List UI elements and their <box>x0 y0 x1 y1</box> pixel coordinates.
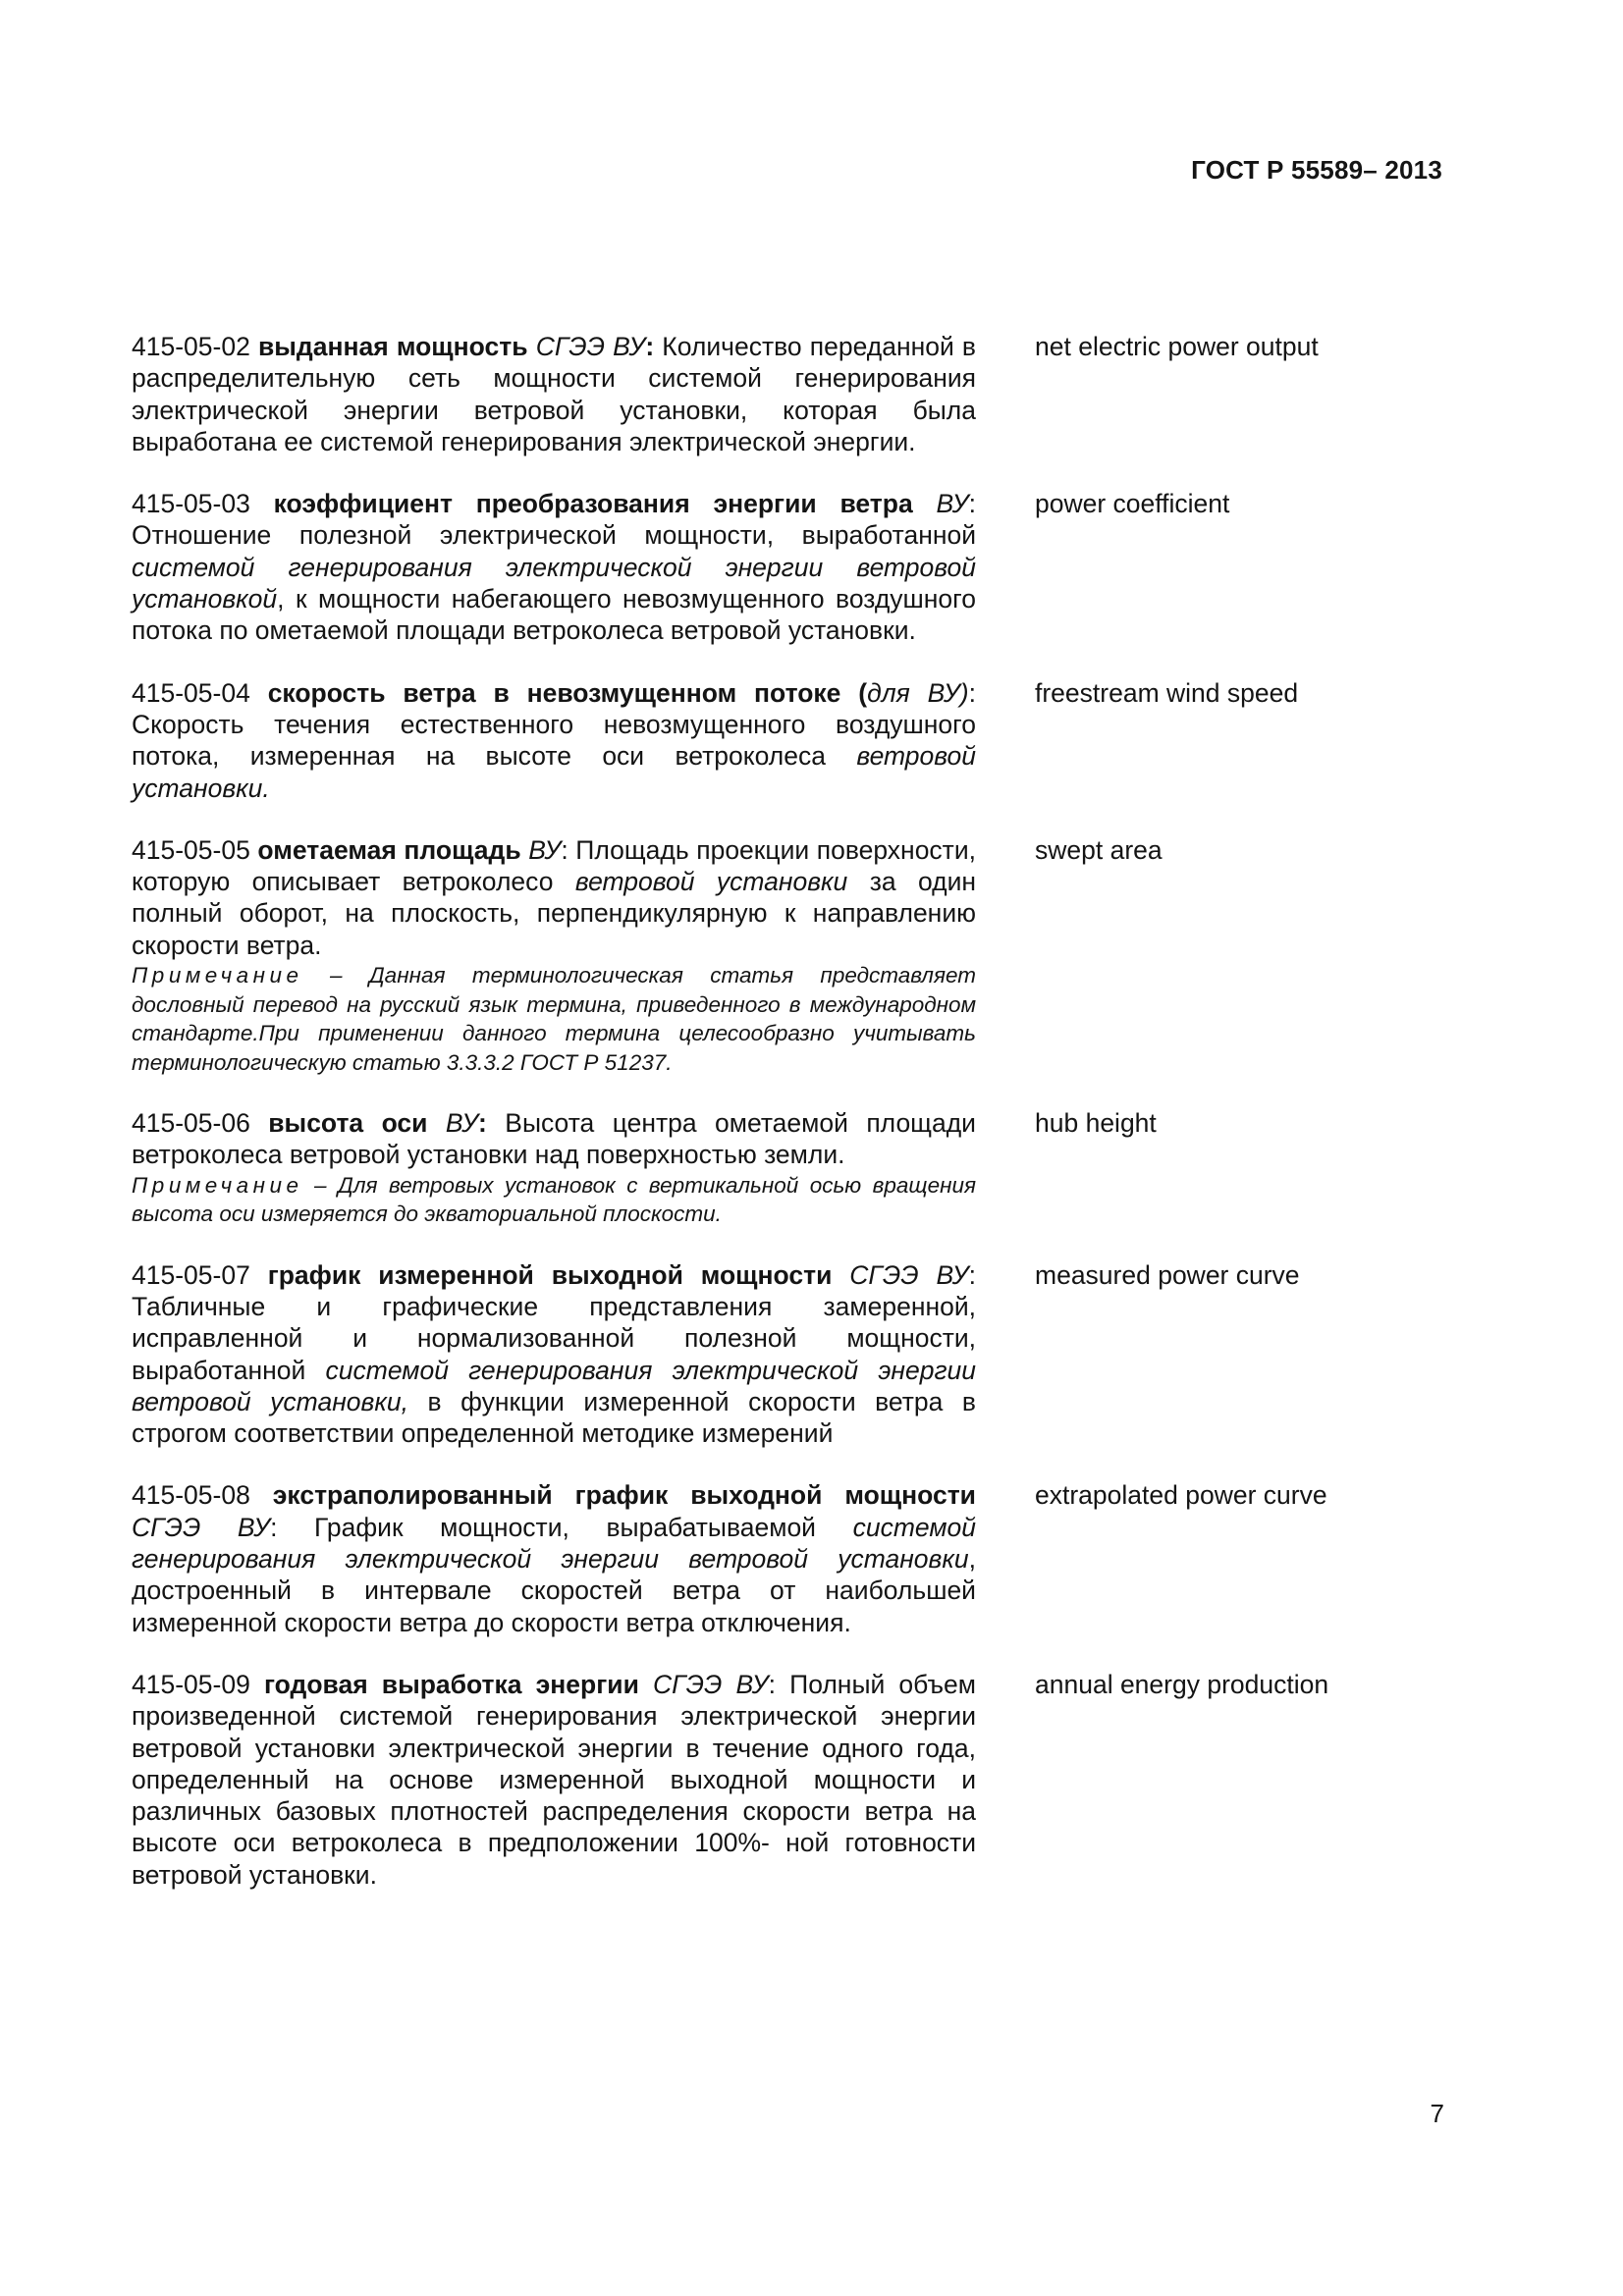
term-name: выданная мощность <box>258 332 528 361</box>
definition-text: , к мощности набегающего невозмущенного воздушного потока по ометаемой площади ветроколеса ветровой установки. <box>132 584 976 646</box>
definition-text: Скорость течения естественного невозмущенного воздушного потока, измеренная на высоте оси ветроколеса <box>132 709 976 772</box>
english-equivalent: power coefficient <box>1035 489 1230 519</box>
entry-body <box>132 677 976 804</box>
entry-body <box>132 1107 976 1229</box>
english-equivalent: swept area <box>1035 834 1163 865</box>
english-equivalent: net electric power output <box>1035 332 1319 361</box>
english-equivalent: annual energy production <box>1035 1669 1329 1699</box>
english-equivalent: extrapolated power curve <box>1035 1480 1327 1511</box>
term-colon: : <box>561 834 568 865</box>
term-name: ометаемая площадь <box>257 834 521 865</box>
definition-text: Площадь проекции поверхности, которую описывает ветроколесо <box>132 834 976 897</box>
term-qualifier: СГЭЭ ВУ <box>849 1259 969 1290</box>
term-qualifier: ВУ <box>528 834 562 865</box>
term-colon: : <box>968 1259 976 1290</box>
term-name: экстраполированный график выходной мощности <box>272 1480 976 1511</box>
entry-code: 415-05-02 <box>132 332 250 361</box>
note-text: – Для ветровых установок с вертикальной осью вращения высота оси измеряется до экваториальной плоскости. <box>132 1172 976 1227</box>
term-colon: : <box>968 489 976 519</box>
term-colon: : <box>270 1512 278 1542</box>
definition-text: Полный объем произведенной системой генерирования электрической энергии ветровой установки электрической энергии в течение одного года, определенный на основе измеренной выходной мощности и различных базовых плотностей распределения скорости ветра на высоте оси ветроколеса в предположении 100%- ной готовности ветровой установки. <box>132 1669 976 1890</box>
entry-code: 415-05-08 <box>132 1480 250 1511</box>
english-equivalent: measured power curve <box>1035 1259 1300 1290</box>
definition-text: Отношение полезной электрической мощности, выработанной <box>132 520 976 551</box>
entry-code: 415-05-09 <box>132 1669 250 1699</box>
entry-code: 415-05-04 <box>132 677 250 708</box>
english-equivalent: hub height <box>1035 1108 1157 1139</box>
definition-paragraph <box>132 1479 976 1637</box>
term-colon: : <box>768 1669 776 1699</box>
term-name: коэффициент преобразования энергии ветра <box>273 489 913 519</box>
term-colon: : <box>478 1108 487 1139</box>
definition-paragraph <box>132 488 976 646</box>
entry-body <box>132 1259 976 1450</box>
entry-code: 415-05-03 <box>132 489 250 519</box>
definition-text: за один полный оборот, на плоскость, перпендикулярную к направлению скорости ветра. <box>132 867 977 960</box>
note-paragraph <box>132 961 976 1077</box>
definition-text: Табличные и графические представления замеренной, исправленной и нормализованной полезной мощности, выработанной <box>132 1291 976 1385</box>
document-header: ГОСТ Р 55589– 2013 <box>1191 155 1442 185</box>
page-number: 7 <box>1430 2099 1444 2128</box>
entry-code: 415-05-05 <box>132 834 250 865</box>
term-qualifier: для ВУ) <box>867 677 969 708</box>
term-qualifier: ВУ <box>936 489 969 519</box>
definition-paragraph <box>132 1107 976 1171</box>
term-colon: : <box>968 677 976 708</box>
entry-code: 415-05-06 <box>132 1108 250 1139</box>
term-entry-415-05-06 <box>132 1107 1349 1229</box>
definition-text: Количество переданной в распределительную сеть мощности системой генерирования электрической энергии ветровой установки, которая была выработана ее системой генерирования электрической энергии. <box>132 332 976 456</box>
term-entries <box>132 331 1349 1921</box>
term-entry-415-05-09 <box>132 1669 1349 1891</box>
definition-paragraph <box>132 677 976 804</box>
definition-text: График мощности, вырабатываемой <box>277 1512 853 1542</box>
term-entry-415-05-08 <box>132 1479 1349 1637</box>
definition-paragraph <box>132 834 976 961</box>
term-qualifier: ВУ <box>445 1108 479 1139</box>
term-entry-415-05-03 <box>132 488 1349 646</box>
term-entry-415-05-05 <box>132 834 1349 1077</box>
entry-body <box>132 488 976 646</box>
term-name: скорость ветра в невозмущенном потоке ( <box>267 677 868 708</box>
note-text: – Данная терминологическая статья представляет дословный перевод на русский язык термина, приведенного в международном стандарте.При применении данного термина целесообразно учитывать терминологическую статью 3.3.3.2 ГОСТ Р 51237. <box>132 963 976 1075</box>
note-label: Примечание <box>132 1172 303 1198</box>
term-entry-415-05-07 <box>132 1259 1349 1450</box>
definition-italic-text: системой генерирования электрической энергии ветровой установки <box>132 1512 976 1575</box>
term-qualifier: СГЭЭ ВУ <box>653 1669 769 1699</box>
definition-paragraph <box>132 1259 976 1450</box>
english-equivalent: freestream wind speed <box>1035 677 1299 708</box>
definition-text: в функции измеренной скорости ветра в строгом соответствии определенной методике измерений <box>132 1386 976 1449</box>
definition-italic-text: ветровой установки. <box>132 741 976 803</box>
definition-text: Высота центра ометаемой площади ветроколеса ветровой установки над поверхностью земли. <box>132 1108 976 1170</box>
entry-body <box>132 1669 976 1891</box>
note-paragraph <box>132 1171 976 1229</box>
definition-paragraph <box>132 331 976 457</box>
note-label: Примечание <box>132 963 303 988</box>
term-qualifier: СГЭЭ ВУ <box>535 332 646 361</box>
definition-italic-text: системой генерирования электрической энергии ветровой установкой <box>132 552 976 614</box>
definition-paragraph <box>132 1669 976 1891</box>
term-qualifier: СГЭЭ ВУ <box>132 1512 271 1542</box>
definition-italic-text: системой генерирования электрической энергии ветровой установки, <box>132 1355 976 1416</box>
entry-body <box>132 834 976 1077</box>
term-name: график измеренной выходной мощности <box>267 1259 833 1290</box>
term-name: годовая выработка энергии <box>263 1669 639 1699</box>
definition-text: , достроенный в интервале скоростей ветра от наибольшей измеренной скорости ветра до скорости ветра отключения. <box>132 1544 976 1637</box>
entry-code: 415-05-07 <box>132 1259 250 1290</box>
term-entry-415-05-02 <box>132 331 1349 457</box>
term-name: высота оси <box>268 1108 428 1139</box>
definition-italic-text: ветровой установки <box>574 867 848 897</box>
term-entry-415-05-04 <box>132 677 1349 804</box>
entry-body <box>132 1479 976 1637</box>
term-colon: : <box>645 332 655 361</box>
entry-body <box>132 331 976 457</box>
